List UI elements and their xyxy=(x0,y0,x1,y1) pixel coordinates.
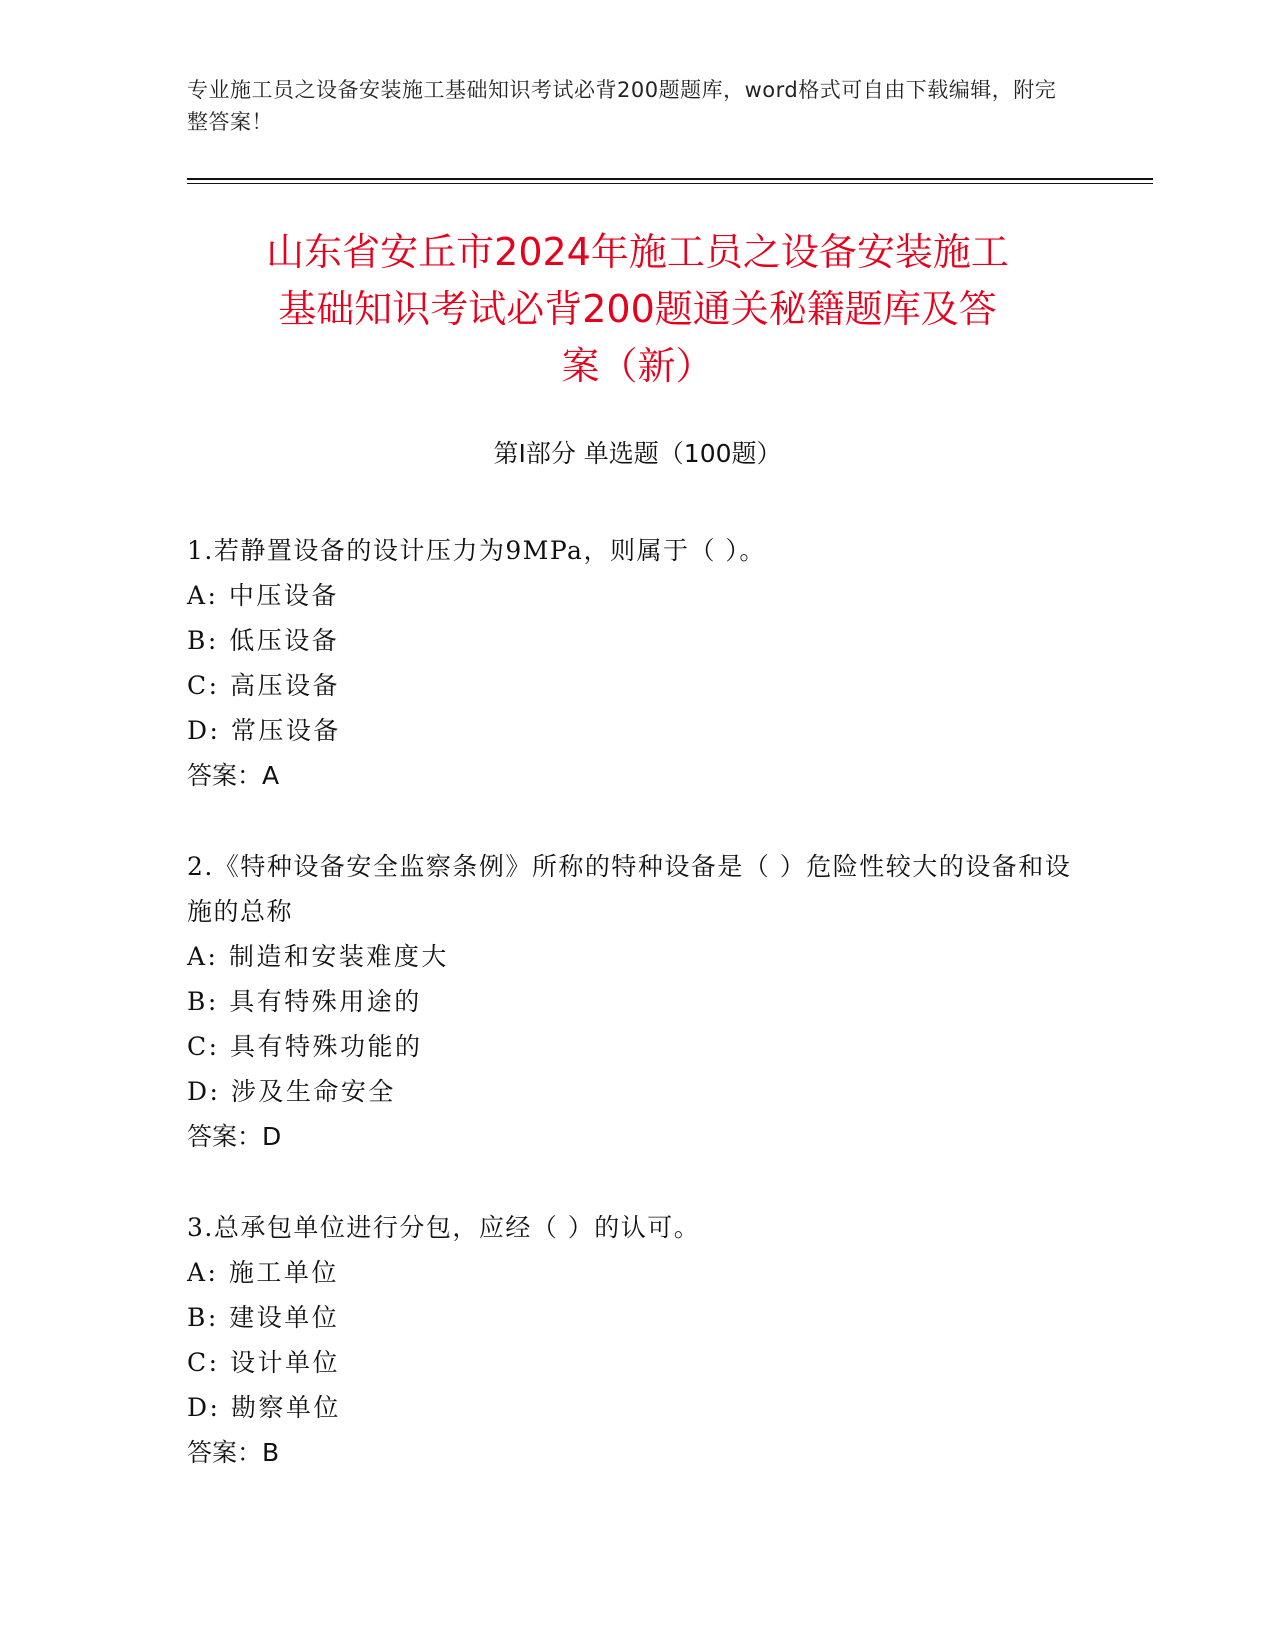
question-2 xyxy=(187,844,1087,1159)
answer: 答案：A xyxy=(187,761,280,790)
document-title xyxy=(150,224,1125,395)
option-d: D: 勘察单位 xyxy=(187,1393,341,1422)
option-c: C: 设计单位 xyxy=(187,1348,340,1377)
question-list xyxy=(187,528,1087,1521)
question-3 xyxy=(187,1205,1087,1475)
header-divider-thick xyxy=(187,178,1153,180)
option-a: A: 制造和安装难度大 xyxy=(187,942,449,971)
document-title-line-2: 基础知识考试必背200题通关秘籍题库及答 xyxy=(278,287,997,331)
option-b: B: 建设单位 xyxy=(187,1303,340,1332)
section-heading: 第I部分 单选题（100题） xyxy=(493,439,782,468)
header-note: 专业施工员之设备安装施工基础知识考试必背200题题库，word格式可自由下载编辑，附完整答案！ xyxy=(187,78,1057,134)
question-1 xyxy=(187,528,1087,798)
option-a: A: 施工单位 xyxy=(187,1258,339,1287)
option-d: D: 常压设备 xyxy=(187,716,341,745)
option-a: A: 中压设备 xyxy=(187,581,339,610)
answer: 答案：D xyxy=(187,1122,282,1151)
answer: 答案：B xyxy=(187,1438,280,1467)
option-c: C: 具有特殊功能的 xyxy=(187,1032,423,1061)
option-b: B: 低压设备 xyxy=(187,626,340,655)
question-stem: 1.若静置设备的设计压力为9MPa，则属于（ ）。 xyxy=(187,536,766,565)
option-d: D: 涉及生命安全 xyxy=(187,1077,396,1106)
question-stem: 2.《特种设备安全监察条例》所称的特种设备是（ ）危险性较大的设备和设施的总称 xyxy=(187,852,1072,926)
document-title-line-3: 案（新） xyxy=(561,344,714,388)
document-title-line-1: 山东省安丘市2024年施工员之设备安装施工 xyxy=(266,230,1009,274)
option-c: C: 高压设备 xyxy=(187,671,340,700)
header-divider-thin xyxy=(187,183,1153,184)
question-stem: 3.总承包单位进行分包，应经（ ）的认可。 xyxy=(187,1213,701,1242)
option-b: B: 具有特殊用途的 xyxy=(187,987,422,1016)
